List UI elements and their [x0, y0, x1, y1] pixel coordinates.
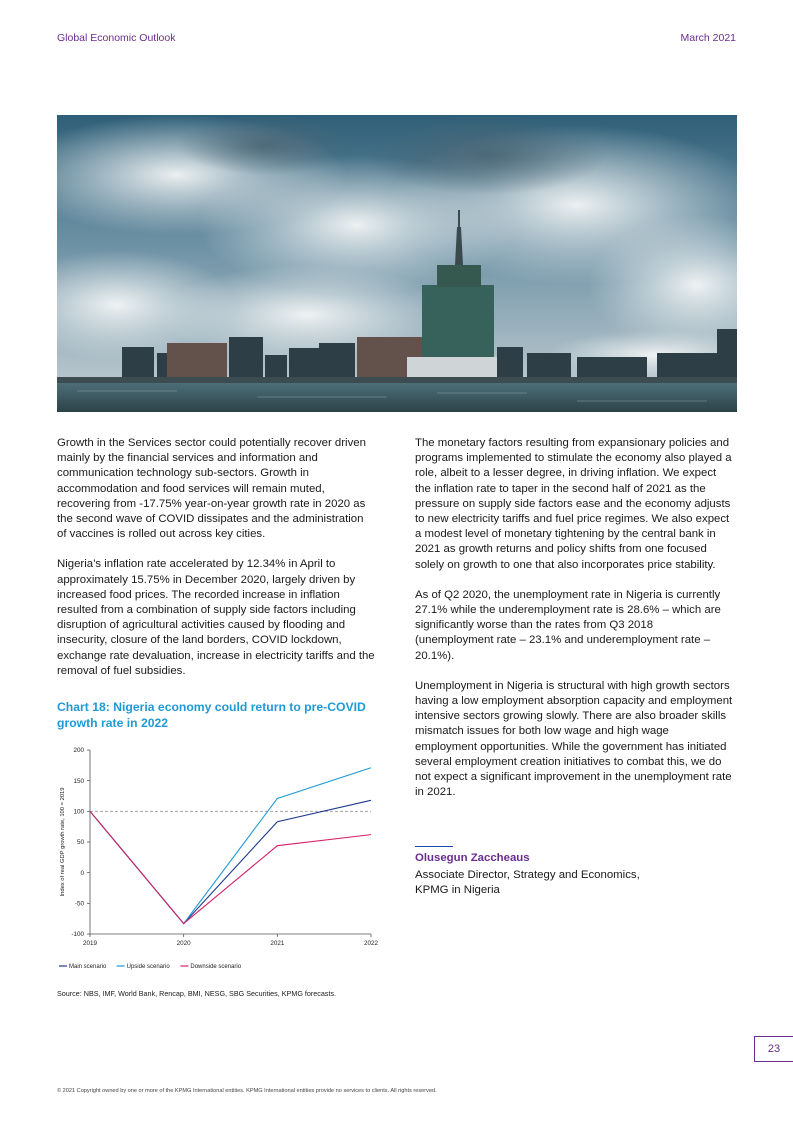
y-tick-label: -50: [74, 900, 84, 908]
left-column: [57, 436, 375, 694]
author-role-line-2: KPMG in Nigeria: [415, 884, 500, 897]
gdp-line-chart: [57, 744, 387, 979]
chart-svg: [57, 744, 387, 979]
y-tick-label: 50: [76, 839, 84, 847]
paragraph-inflation: Nigeria’s inflation rate accelerated by 12.34% in April to approximately 15.75% in December 2020, largely driven by increased food prices. The recorded increase in inflation resulted from a combination of supply side factors including disruption of agricultural activities caused by flooding and insecurity, closure of the land borders, COVID lockdown, exchange rate devaluation, increase in electricity tariffs and the removal of fuel subsidies.: [57, 558, 375, 677]
x-tick-label: 2019: [82, 940, 98, 947]
hero-photo-lagos-skyline: [57, 115, 737, 412]
paragraph-monetary-factors: The monetary factors resulting from expansionary policies and programs implemented to stimulate the economy also played a role, albeit to a lesser degree, in driving inflation. We expect the inflation rate to taper in the second half of 2021 as the pressure on supply side factors ease and the economy adjusts to new electricity tariffs and fuel price regimes. We also expect a modest level of monetary tightening by the central bank in 2021 as growth returns and policy shifts from one focused solely on growth to one that also incorporates price stability.: [415, 437, 732, 571]
legend-label: Main scenario: [69, 964, 107, 970]
y-tick-label: 150: [73, 777, 84, 785]
x-tick-label: 2022: [363, 940, 379, 947]
y-axis-label: Index of real GDP growth rate, 100 = 2019: [60, 787, 66, 897]
legend-label: Downside scenario: [190, 964, 242, 970]
y-tick-label: 0: [80, 869, 84, 877]
chart-title: Chart 18: Nigeria economy could return to pre-COVID growth rate in 2022: [57, 700, 366, 730]
author-name: Olusegun Zaccheaus: [415, 852, 530, 864]
document-date: March 2021: [680, 32, 736, 44]
author-role: [415, 868, 733, 898]
x-tick-label: 2020: [176, 940, 191, 947]
page-number: 23: [754, 1036, 793, 1062]
author-role-line-1: Associate Director, Strategy and Economics,: [415, 869, 640, 881]
document-title: Global Economic Outlook: [57, 32, 176, 44]
y-tick-label: 100: [73, 808, 84, 816]
series-line-upside-scenario: [90, 768, 371, 924]
copyright-footer: © 2021 Copyright owned by one or more of the KPMG International entities. KPMG International entities provide no services to clients. All rights reserved.: [57, 1088, 437, 1094]
chart-source: Source: NBS, IMF, World Bank, Rencap, BMI, NESG, SBG Securities, KPMG forecasts.: [57, 989, 337, 998]
paragraph-services-growth: Growth in the Services sector could potentially recover driven mainly by the financial services and information and communication technology sub-sectors. Growth in accommodation and food services will remain muted, recovering from -17.75% year-on-year growth rate in 2020 as the second wave of COVID dissipates and the administration of vaccines is rolled out across key cities.: [57, 437, 366, 541]
legend-label: Upside scenario: [126, 964, 170, 970]
paragraph-unemployment-rate: As of Q2 2020, the unemployment rate in Nigeria is currently 27.1% while the underemployment rate is 28.6% – which are significantly worse than the rates from Q3 2018 (unemployment rate – 23.1% and underemployment rate – 20.1%).: [415, 588, 721, 662]
y-tick-label: 200: [73, 747, 84, 755]
x-tick-label: 2021: [270, 940, 285, 947]
paragraph-structural-unemployment: Unemployment in Nigeria is structural with high growth sectors having a low employment absorption capacity and employment intensive sectors growing slowly. There are also broader skills mismatch issues for both low wage and high wage employment opportunities. While the government has initiated several employment creation initiatives to combat this, we do not expect a significant improvement in the unemployment rate in 2021.: [415, 679, 733, 799]
series-line-downside-scenario: [90, 811, 371, 923]
author-divider: [415, 846, 453, 847]
right-column: [415, 436, 733, 815]
y-tick-label: -100: [71, 931, 84, 939]
